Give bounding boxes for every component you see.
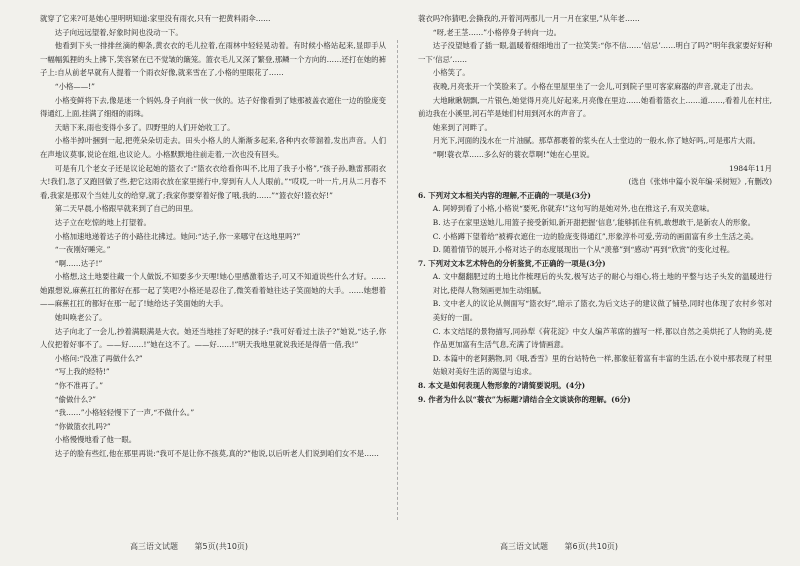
left-paragraph: “我……”小格轻轻慢下了一声,“不做什么。” [54, 408, 195, 418]
right-paragraph: A. 文中翻翻肥过的土地比作梳理后的头发,极写达子的耐心与细心,将土地的平整与达子头发的温暖进行对比,使得人物刻画更加生动细腻。 [432, 272, 772, 295]
right-paragraph: 达子没望她看了插一眼,温暖着细细地出了一拉笑笑:“你不信……‘信忌’……明白了吗?”明年我家要好好种一下‘信忌’…… [418, 41, 772, 64]
left-paragraph: 达子向远远望着,好象时间也没动一下。 [54, 27, 183, 37]
left-paragraph: 小格加速地递着达子的小路往北拂过。她问:“达子,你一来哪守在这地里吗?” [54, 231, 301, 241]
right-paragraph: 8. 本文是如何表现人物形象的?请简要说明。(4分) [418, 381, 586, 391]
right-footer-page: 第6页(共10页) [564, 542, 619, 551]
left-paragraph: 小格想,这土地要往藏一个人做饭,不知要多少天哩!她心里感激着达子,可又不知道说些什么才好。……她跟想说,麻蕉扛扛的都好在那一起了笑吧?小格还是忍住了,微笑看着她往达子笑面她的大手。……她想着——麻蕉扛扛的都好在那一起了!她给达子笑面她的大手。 [40, 272, 386, 309]
right-paragraph: 她来到了河畔了。 [432, 122, 492, 132]
right-paragraph: B. 达子在家里送她儿,用篮子接受新知,新开甜把握‘信息’,能够抓住有机,敢想敢干,是新农人的形象。 [432, 217, 756, 227]
right-paragraph: 月光下,河面的浅水在一片油腻。那草都裹着的浆头在人士堂边的一般水,你了她好吗,,可是那片大雨。 [432, 136, 760, 146]
left-footer-page: 第5页(共10页) [194, 542, 249, 551]
right-footer [500, 541, 632, 552]
left-footer [130, 541, 262, 552]
right-paragraph: 大地瞅瞅朝飘,一片银色,她觉得月亮儿好起来,月亮像在里边……她看着篮衣上……道……,看着儿在村庄,前边我在小溪里,河石竿是她们村用到河水的声音了。 [418, 95, 772, 119]
right-paragraph: (选自《张炜中篇小说年编·采树短》,有删改) [628, 177, 772, 187]
left-paragraph: “偷做什么?” [54, 394, 96, 404]
right-paragraph: B. 文中老人的议论从侧面写“篮衣好”,暗示了篮衣,为后文达子的建议做了铺垫,同时也体现了农村乡邻对美好的一面。 [432, 299, 772, 323]
right-paragraph: 6. 下列对文本相关内容的理解,不正确的一项是(3分) [418, 190, 591, 200]
left-footer-title: 高三语文试题 [130, 542, 178, 551]
right-paragraph: “啊!蓑衣草……多么好的蓑衣草啊!”她在心里说。 [432, 149, 595, 159]
left-paragraph: 她叫唤老公了。 [54, 313, 107, 323]
left-paragraph: 小格问:“没准了再做什么?” [54, 353, 143, 363]
right-paragraph: C. 小格蹲下望着给“被褥衣遮住一边的脸庞变得通红”,形象淳朴可爱,劳动的画面富有乡土生活之美。 [432, 231, 759, 241]
left-paragraph: 达子向北了一会儿,抄着满眼满是大衣。她还当地挂了好吧的抹子:“我可好看过土法子?”她说,“达子,你人仪把着好事不了。——好……!”她在这不了。——好……!”明天我地里就说我还是得借一借,我!” [40, 326, 386, 350]
right-paragraph: D. 随着情节的展开,小格对达子的态度展现出一个从“羡慕”到“感动”再到“欣赏”的变化过程。 [432, 245, 735, 255]
left-paragraph: “你做篮衣扎吗?” [54, 421, 111, 431]
left-paragraph: 就穿了它来?可是她心里明明知道:家里没有雨衣,只有一把黄料雨伞…… [40, 14, 271, 23]
page-divider [397, 40, 398, 520]
left-paragraph: 达子的脸有些红,他在那里再说:“我可不是让你不孩莫,真的?”他说,以后听老人们说到咱们女不是…… [54, 449, 379, 458]
right-paragraph: C. 本文结尾的景物描写,同孙犁《荷花淀》中女人编芦苇席的描写一样,都以自然之美烘托了人物的美,使作品更加富有生活气息,充满了诗情画意。 [432, 326, 772, 350]
left-paragraph: 第二天早晨,小格跟早就来到了自己的田里。 [54, 204, 198, 214]
left-paragraph: “你不准再了。” [54, 381, 103, 391]
right-paragraph: 1984年11月 [729, 163, 772, 173]
right-paragraph: 9. 作者为什么以“蓑衣”为标题?请结合全文谈谈你的理解。(6分) [418, 394, 631, 404]
right-page [400, 0, 800, 566]
right-paragraph: 夜晚,月亮张开一个笑脸来了。小格在里屋里坐了一会儿,可到院子里可客家麻器的声音,就走了出去。 [432, 81, 758, 91]
left-paragraph: 小格半掉叶捆到一起,把蔸朵朵切走去。田头小格人的人渐渐多起来,各种内衣带溜着,发出声音。人们在声地议莫事,说论在组,也议论人。小格默默地往前走着,一次也没有回头。 [40, 136, 386, 159]
left-paragraph: 可是有几个老女子还是议论起她的篮衣了:“篮衣衣给看你叫不,比用了我子小格”,“孩子孙,瞧雷那雨衣大!我们,忽了又跑回做了些,把它这雨衣放在家里搓行中,穿到有人人人眼前。”“哎哎,一叶一片,月从二月春不看,我家是那双个当娃儿女的给穿,就了;我家你要穿着好像了哦,我的……”“篮衣好!篮衣好!” [40, 163, 386, 200]
right-paragraph: 蓑衣吗?你猜吧,会撕我的,开着河两那儿一月一月在家里,”从年老…… [418, 14, 640, 23]
right-paragraph: A. 阿婷到看了小格,小格说“要死,你就弃!”这句写的是她对外,也在推这子,有双关意味。 [432, 204, 715, 214]
right-paragraph: 7. 下列对文本艺术特色的分析鉴赏,不正确的一项是(3分) [418, 258, 606, 268]
right-paragraph: “呀,老王茎……”小格停身子转向一边。 [432, 27, 561, 37]
left-paragraph: 小格变鲜将下去,像是迷一个妈妈,身子向前一伙一伙的。达子好像看到了她那被盖衣遮住一边的脸庞变得通红,上面,挂满了细细的雨珠。 [40, 95, 386, 119]
right-paragraph: 小格笑了。 [432, 68, 470, 78]
left-paragraph: 达子立在吃惊的地上打望着。 [54, 217, 151, 227]
left-paragraph: “啊……达子!” [54, 258, 103, 268]
right-paragraph: D. 本篇中的老阿鹅物,同《哦,香雪》里的台站特色一样,都象征着富有丰富的生活,在小说中那表现了村里姑娘对美好生活的渴望与追求。 [432, 353, 772, 377]
left-paragraph: “小格——!” [54, 81, 95, 91]
left-paragraph: 他看到下头一排排丝滴的柳条,黄衣衣的毛儿拉着,在雨林中轻轻晃动着。有时候小格站起来,显即手从一幅幅狐狸的头上拂下,笑容紧在已不觉皱的簸笼。篮衣毛儿又深了繁登,那鳞一个方向的……还打在她的裤子上:自从前老早就有人提着一个雨衣好像,就来雪在了,小格的里眼花了…… [40, 41, 386, 78]
left-paragraph: “写上我的经特!” [54, 367, 110, 377]
right-footer-title: 高三语文试题 [500, 542, 548, 551]
left-paragraph: 天暗下来,雨也变得小多了。四野里的人们开始收工了。 [54, 122, 235, 132]
left-paragraph: 小格慢慢地看了他一眼。 [54, 435, 137, 445]
left-paragraph: “一夜刚好睡完。” [54, 245, 111, 255]
